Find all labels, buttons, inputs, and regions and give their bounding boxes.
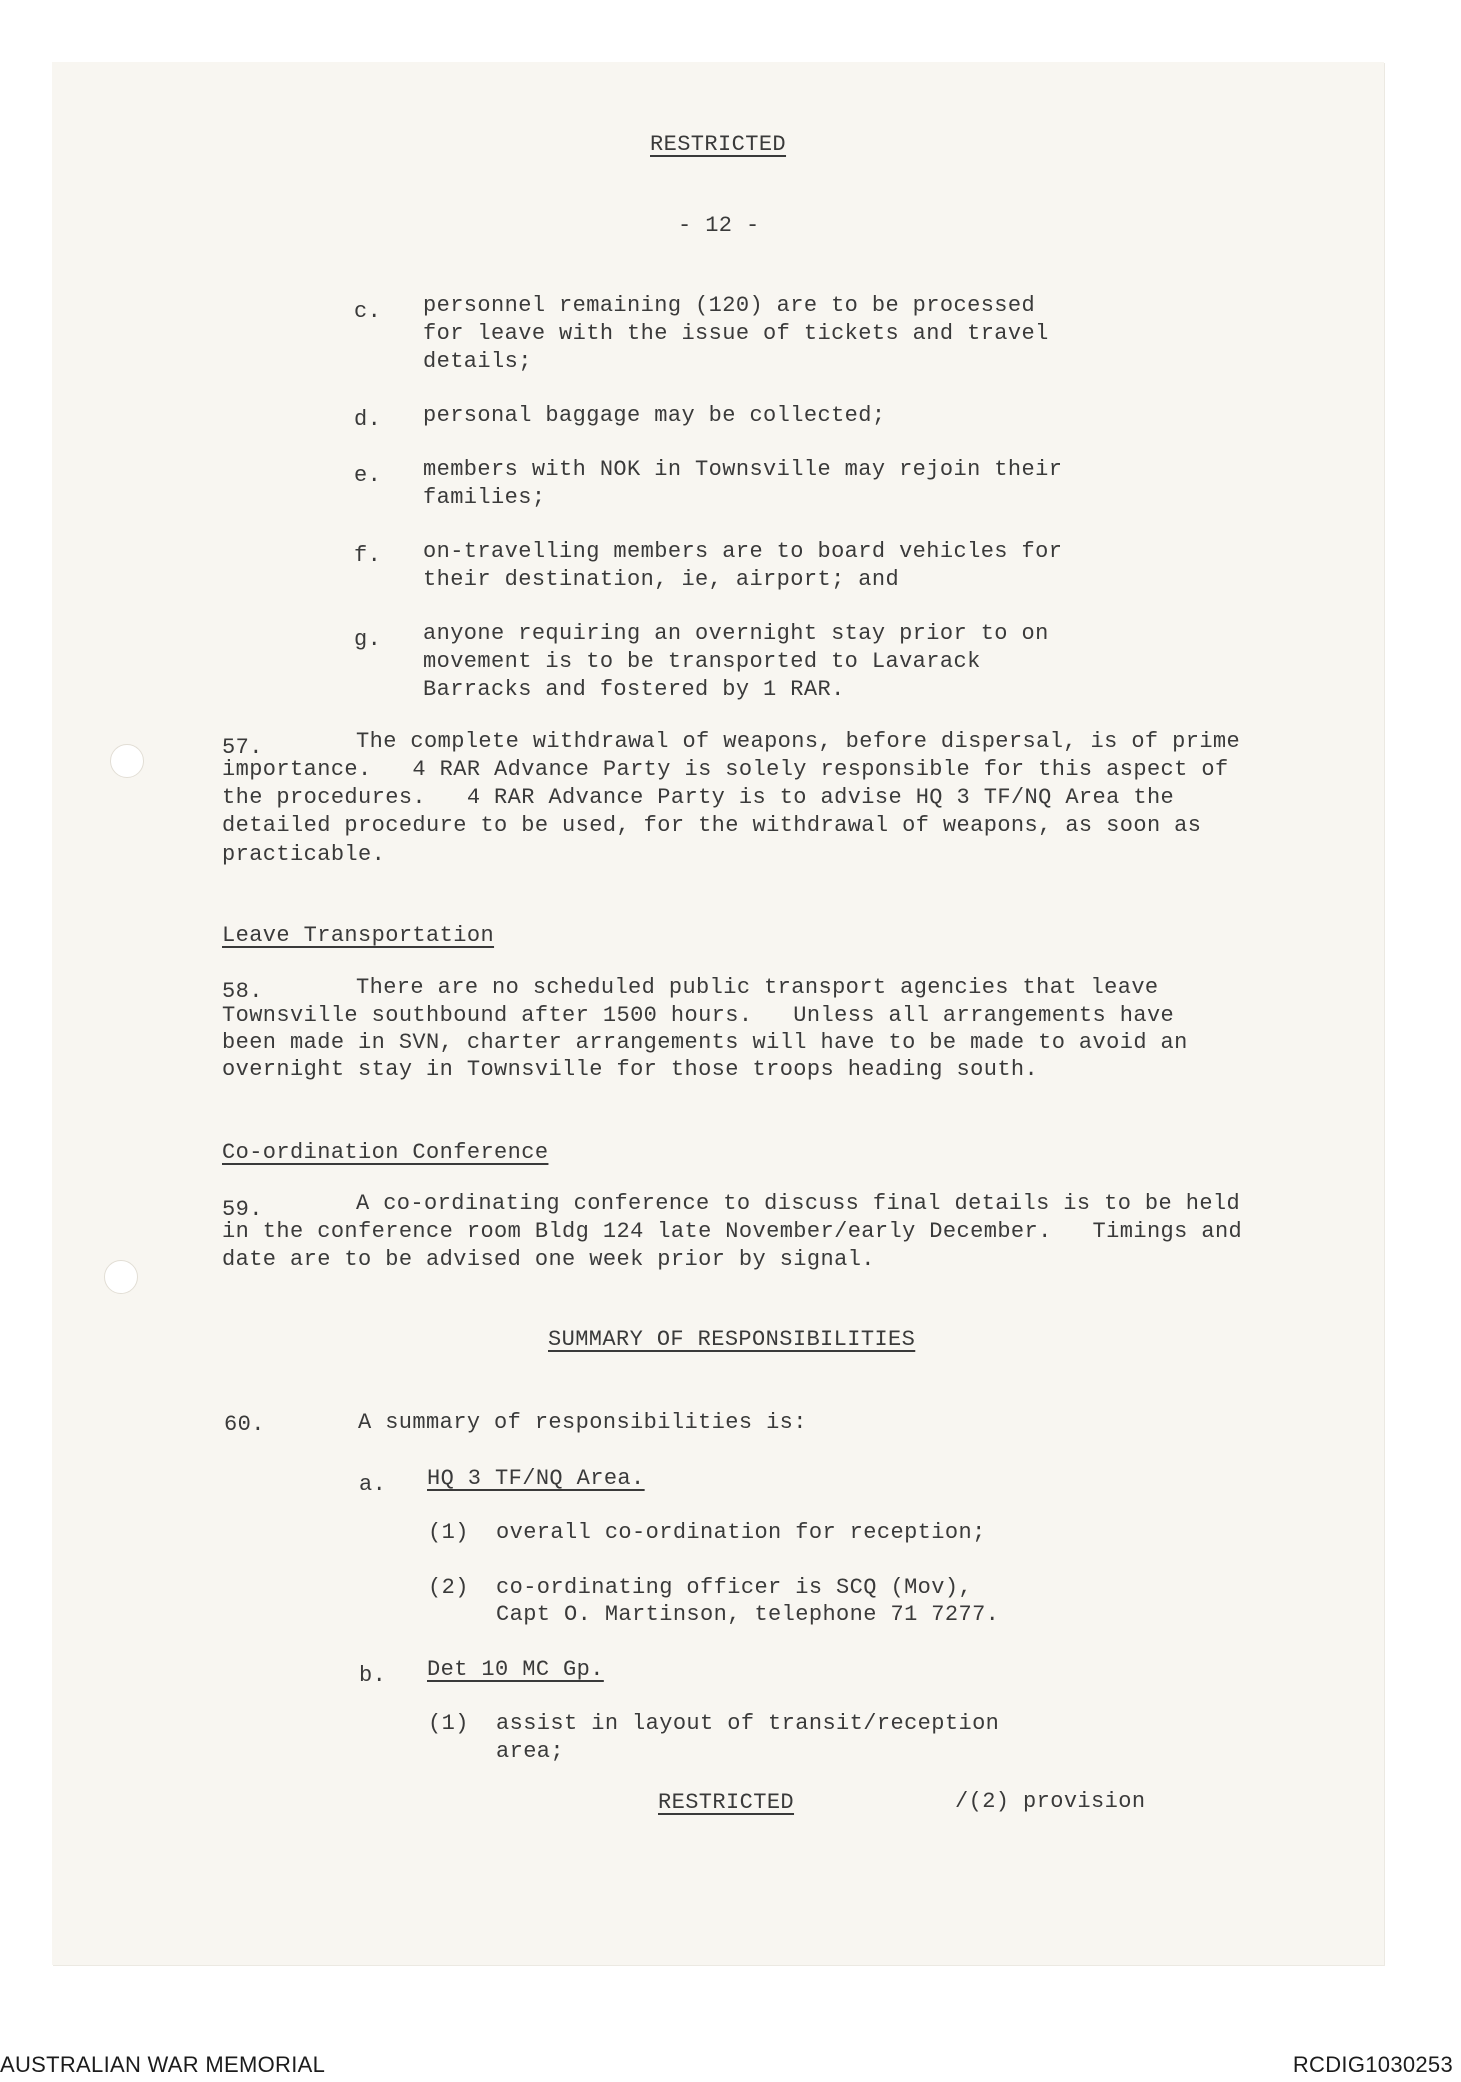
item-title: Det 10 MC Gp.: [427, 1657, 604, 1682]
item-text-line: personal baggage may be collected;: [423, 403, 886, 428]
page-number: - 12 -: [678, 213, 760, 238]
item-letter: e.: [354, 463, 382, 488]
item-text-line: members with NOK in Townsville may rejoin their: [423, 457, 1063, 482]
paragraph-line: date are to be advised one week prior by signal.: [222, 1247, 875, 1272]
paragraph-line: The complete withdrawal of weapons, before dispersal, is of prime: [356, 729, 1241, 754]
paragraph-number: 59.: [222, 1197, 263, 1222]
paragraph-number: 57.: [222, 735, 263, 760]
paragraph-line: been made in SVN, charter arrangements will have to be made to avoid an: [222, 1030, 1188, 1055]
item-letter: f.: [354, 543, 382, 568]
item-text-line: for leave with the issue of tickets and travel: [423, 321, 1049, 346]
item-text-line: details;: [423, 349, 532, 374]
item-letter: a.: [359, 1472, 387, 1497]
section-heading-leave-transportation: Leave Transportation: [222, 923, 495, 948]
archive-footer-right: RCDIG1030253: [1292, 2052, 1453, 2077]
paragraph-line: the procedures. 4 RAR Advance Party is to advise HQ 3 TF/NQ Area the: [222, 785, 1175, 810]
paragraph-line: practicable.: [222, 842, 386, 867]
item-letter: d.: [354, 407, 382, 432]
item-text-line: anyone requiring an overnight stay prior to on: [423, 621, 1049, 646]
item-text-line: movement is to be transported to Lavarack: [423, 649, 981, 674]
footer-classification: RESTRICTED: [658, 1790, 795, 1815]
paragraph-number: 58.: [222, 979, 263, 1004]
paragraph-line: overnight stay in Townsville for those troops heading south.: [222, 1057, 1039, 1082]
item-letter: b.: [359, 1663, 387, 1688]
sub-item-line: Capt O. Martinson, telephone 71 7277.: [496, 1602, 1000, 1627]
sub-item-line: area;: [496, 1739, 565, 1764]
item-text-line: Barracks and fostered by 1 RAR.: [423, 677, 845, 702]
paragraph-line: importance. 4 RAR Advance Party is solely responsible for this aspect of: [222, 757, 1229, 782]
paragraph-number: 60.: [224, 1412, 265, 1437]
item-text-line: personnel remaining (120) are to be processed: [423, 293, 1036, 318]
paragraph-line: in the conference room Bldg 124 late November/early December. Timings and: [222, 1219, 1243, 1244]
item-text-line: on-travelling members are to board vehicles for: [423, 539, 1063, 564]
punch-hole: [104, 1260, 138, 1294]
archive-footer-left: AUSTRALIAN WAR MEMORIAL: [0, 2052, 326, 2077]
item-letter: c.: [354, 299, 382, 324]
paragraph-line: detailed procedure to be used, for the withdrawal of weapons, as soon as: [222, 813, 1202, 838]
continuation-note: /(2) provision: [955, 1789, 1146, 1814]
sub-item-line: assist in layout of transit/reception: [496, 1711, 1000, 1736]
paragraph-line: A summary of responsibilities is:: [358, 1410, 807, 1435]
sub-item-number: (2): [428, 1575, 469, 1600]
item-title: HQ 3 TF/NQ Area.: [427, 1466, 645, 1491]
paragraph-line: There are no scheduled public transport agencies that leave: [356, 975, 1159, 1000]
paragraph-line: A co-ordinating conference to discuss final details is to be held: [356, 1191, 1241, 1216]
item-letter: g.: [354, 627, 382, 652]
item-text-line: families;: [423, 485, 546, 510]
sub-item-line: overall co-ordination for reception;: [496, 1520, 986, 1545]
section-heading-summary: SUMMARY OF RESPONSIBILITIES: [548, 1327, 916, 1352]
section-heading-coordination-conference: Co-ordination Conference: [222, 1140, 549, 1165]
header-classification: RESTRICTED: [650, 132, 787, 157]
sub-item-number: (1): [428, 1520, 469, 1545]
punch-hole: [110, 744, 144, 778]
sub-item-line: co-ordinating officer is SCQ (Mov),: [496, 1575, 973, 1600]
item-text-line: their destination, ie, airport; and: [423, 567, 900, 592]
sub-item-number: (1): [428, 1711, 469, 1736]
paragraph-line: Townsville southbound after 1500 hours. Unless all arrangements have: [222, 1003, 1175, 1028]
